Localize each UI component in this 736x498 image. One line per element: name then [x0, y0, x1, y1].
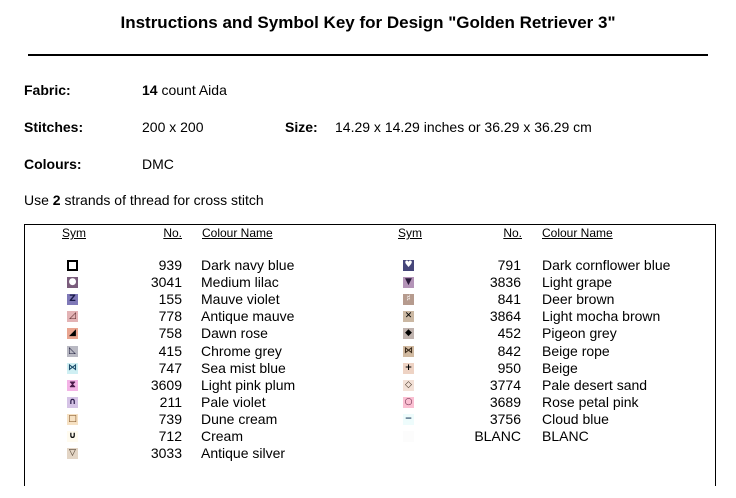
right-key-row — [0, 325, 736, 342]
bowtie-icon: ⋈ — [404, 345, 413, 356]
cup-icon: ∪ — [68, 431, 77, 441]
fabric-count: 14 — [142, 82, 158, 98]
left-header-sym: Sym — [62, 226, 86, 240]
colour-name: Dune cream — [201, 410, 278, 427]
bowtie-icon: ⋈ — [68, 362, 77, 373]
dot-icon: ● — [68, 277, 77, 288]
colour-name: Mauve violet — [201, 291, 280, 308]
arch-icon: ∩ — [68, 396, 77, 407]
colour-name: Rose petal pink — [542, 393, 639, 410]
fabric-type: count Aida — [157, 82, 227, 98]
colours-label: Colours: — [24, 156, 82, 172]
colour-name: Light pink plum — [201, 376, 296, 393]
dmc-number: 3836 — [489, 274, 521, 291]
corner-triangle-icon: ◺ — [67, 346, 78, 357]
dmc-number: 452 — [497, 325, 521, 342]
dmc-number: BLANC — [474, 428, 521, 444]
right-key-row — [0, 360, 736, 377]
circle-icon: ○ — [404, 396, 413, 407]
colour-name: BLANC — [542, 428, 589, 444]
colours-value: DMC — [142, 156, 174, 172]
dmc-number: 712 — [158, 428, 182, 444]
hollow-diamond-icon: ◇ — [403, 380, 414, 391]
dmc-number: 415 — [158, 342, 182, 359]
colour-name: Medium lilac — [201, 274, 279, 291]
dmc-number: 3774 — [489, 376, 521, 393]
dmc-number: 747 — [158, 359, 182, 376]
corner-triangle-icon: ◿ — [67, 311, 78, 322]
colour-name: Beige — [542, 359, 578, 376]
triangle-icon: ◢ — [67, 328, 78, 339]
diamond-icon: ◆ — [403, 328, 414, 339]
dmc-number: 791 — [497, 257, 521, 273]
dmc-number: 155 — [158, 291, 182, 308]
title-divider — [28, 54, 708, 56]
dmc-number: 3041 — [150, 274, 182, 291]
right-header-sym: Sym — [398, 226, 422, 240]
colour-name: Chrome grey — [201, 342, 282, 359]
colour-name: Beige rope — [542, 342, 610, 359]
right-key-row — [0, 308, 736, 325]
colour-name: Light grape — [542, 274, 613, 291]
square-icon: □ — [68, 413, 77, 424]
right-key-row — [0, 257, 736, 274]
right-key-row — [0, 291, 736, 308]
colour-name: Antique mauve — [201, 308, 295, 325]
left-header-name: Colour Name — [202, 226, 273, 240]
fabric-value — [142, 82, 227, 98]
heart-icon: ♥ — [404, 260, 413, 270]
page-title: Instructions and Symbol Key for Design "Golden Retriever 3" — [120, 13, 616, 32]
dmc-number: 739 — [158, 410, 182, 427]
strands-pre: Use — [24, 192, 53, 208]
colour-name: Sea mist blue — [201, 359, 286, 376]
strands-count: 2 — [52, 192, 61, 208]
colour-name: Deer brown — [542, 291, 615, 308]
size-value: 14.29 x 14.29 inches or 36.29 x 36.29 cm — [335, 119, 592, 135]
stitches-label: Stitches: — [24, 119, 84, 135]
right-key-row — [0, 411, 736, 428]
dmc-number: 3864 — [489, 308, 521, 325]
dmc-number: 3609 — [150, 376, 182, 393]
dmc-number: 841 — [497, 291, 521, 308]
down-triangle-icon: ▽ — [67, 448, 78, 459]
strands-instruction — [24, 192, 264, 208]
dmc-number: 3689 — [489, 393, 521, 410]
colour-name: Cream — [201, 428, 244, 444]
dmc-number: 950 — [497, 359, 521, 376]
strands-post: strands of thread for cross stitch — [60, 192, 264, 208]
colour-name: Pale desert sand — [542, 376, 648, 393]
key-border-top — [24, 224, 716, 225]
minus-icon: − — [404, 413, 413, 424]
fabric-label: Fabric: — [24, 82, 71, 98]
size-label: Size: — [285, 119, 318, 135]
dmc-number: 3756 — [489, 410, 521, 427]
dmc-number: 778 — [158, 308, 182, 325]
sharp-icon: ♯ — [403, 294, 414, 305]
hourglass-icon: ⧗ — [67, 380, 78, 391]
right-header-name: Colour Name — [542, 226, 613, 240]
cross-icon: ✕ — [404, 311, 413, 322]
right-key-row — [0, 377, 736, 394]
z-icon: Z — [67, 294, 78, 305]
colour-name: Antique silver — [201, 445, 286, 462]
right-key-row — [0, 343, 736, 360]
colour-name: Dawn rose — [201, 325, 268, 342]
left-key-row — [0, 445, 736, 462]
dmc-number: 939 — [158, 257, 182, 273]
right-key-row — [0, 274, 736, 291]
right-header-no: No. — [503, 226, 522, 240]
dmc-number: 3033 — [150, 445, 182, 462]
dmc-number: 758 — [158, 325, 182, 342]
right-key-row — [0, 428, 736, 445]
colour-name: Pigeon grey — [542, 325, 617, 342]
dmc-number: 842 — [497, 342, 521, 359]
colour-name: Pale violet — [201, 393, 266, 410]
left-header-no: No. — [163, 226, 182, 240]
colour-name: Cloud blue — [542, 410, 609, 427]
blank-icon — [403, 431, 414, 442]
dmc-number: 211 — [159, 393, 182, 410]
colour-name: Dark navy blue — [201, 257, 295, 273]
down-triangle-icon: ▼ — [403, 277, 414, 288]
right-key-row — [0, 394, 736, 411]
plus-icon: + — [404, 362, 413, 373]
stitches-value: 200 x 200 — [142, 119, 204, 135]
colour-name: Light mocha brown — [542, 308, 661, 325]
colour-name: Dark cornflower blue — [542, 257, 671, 273]
